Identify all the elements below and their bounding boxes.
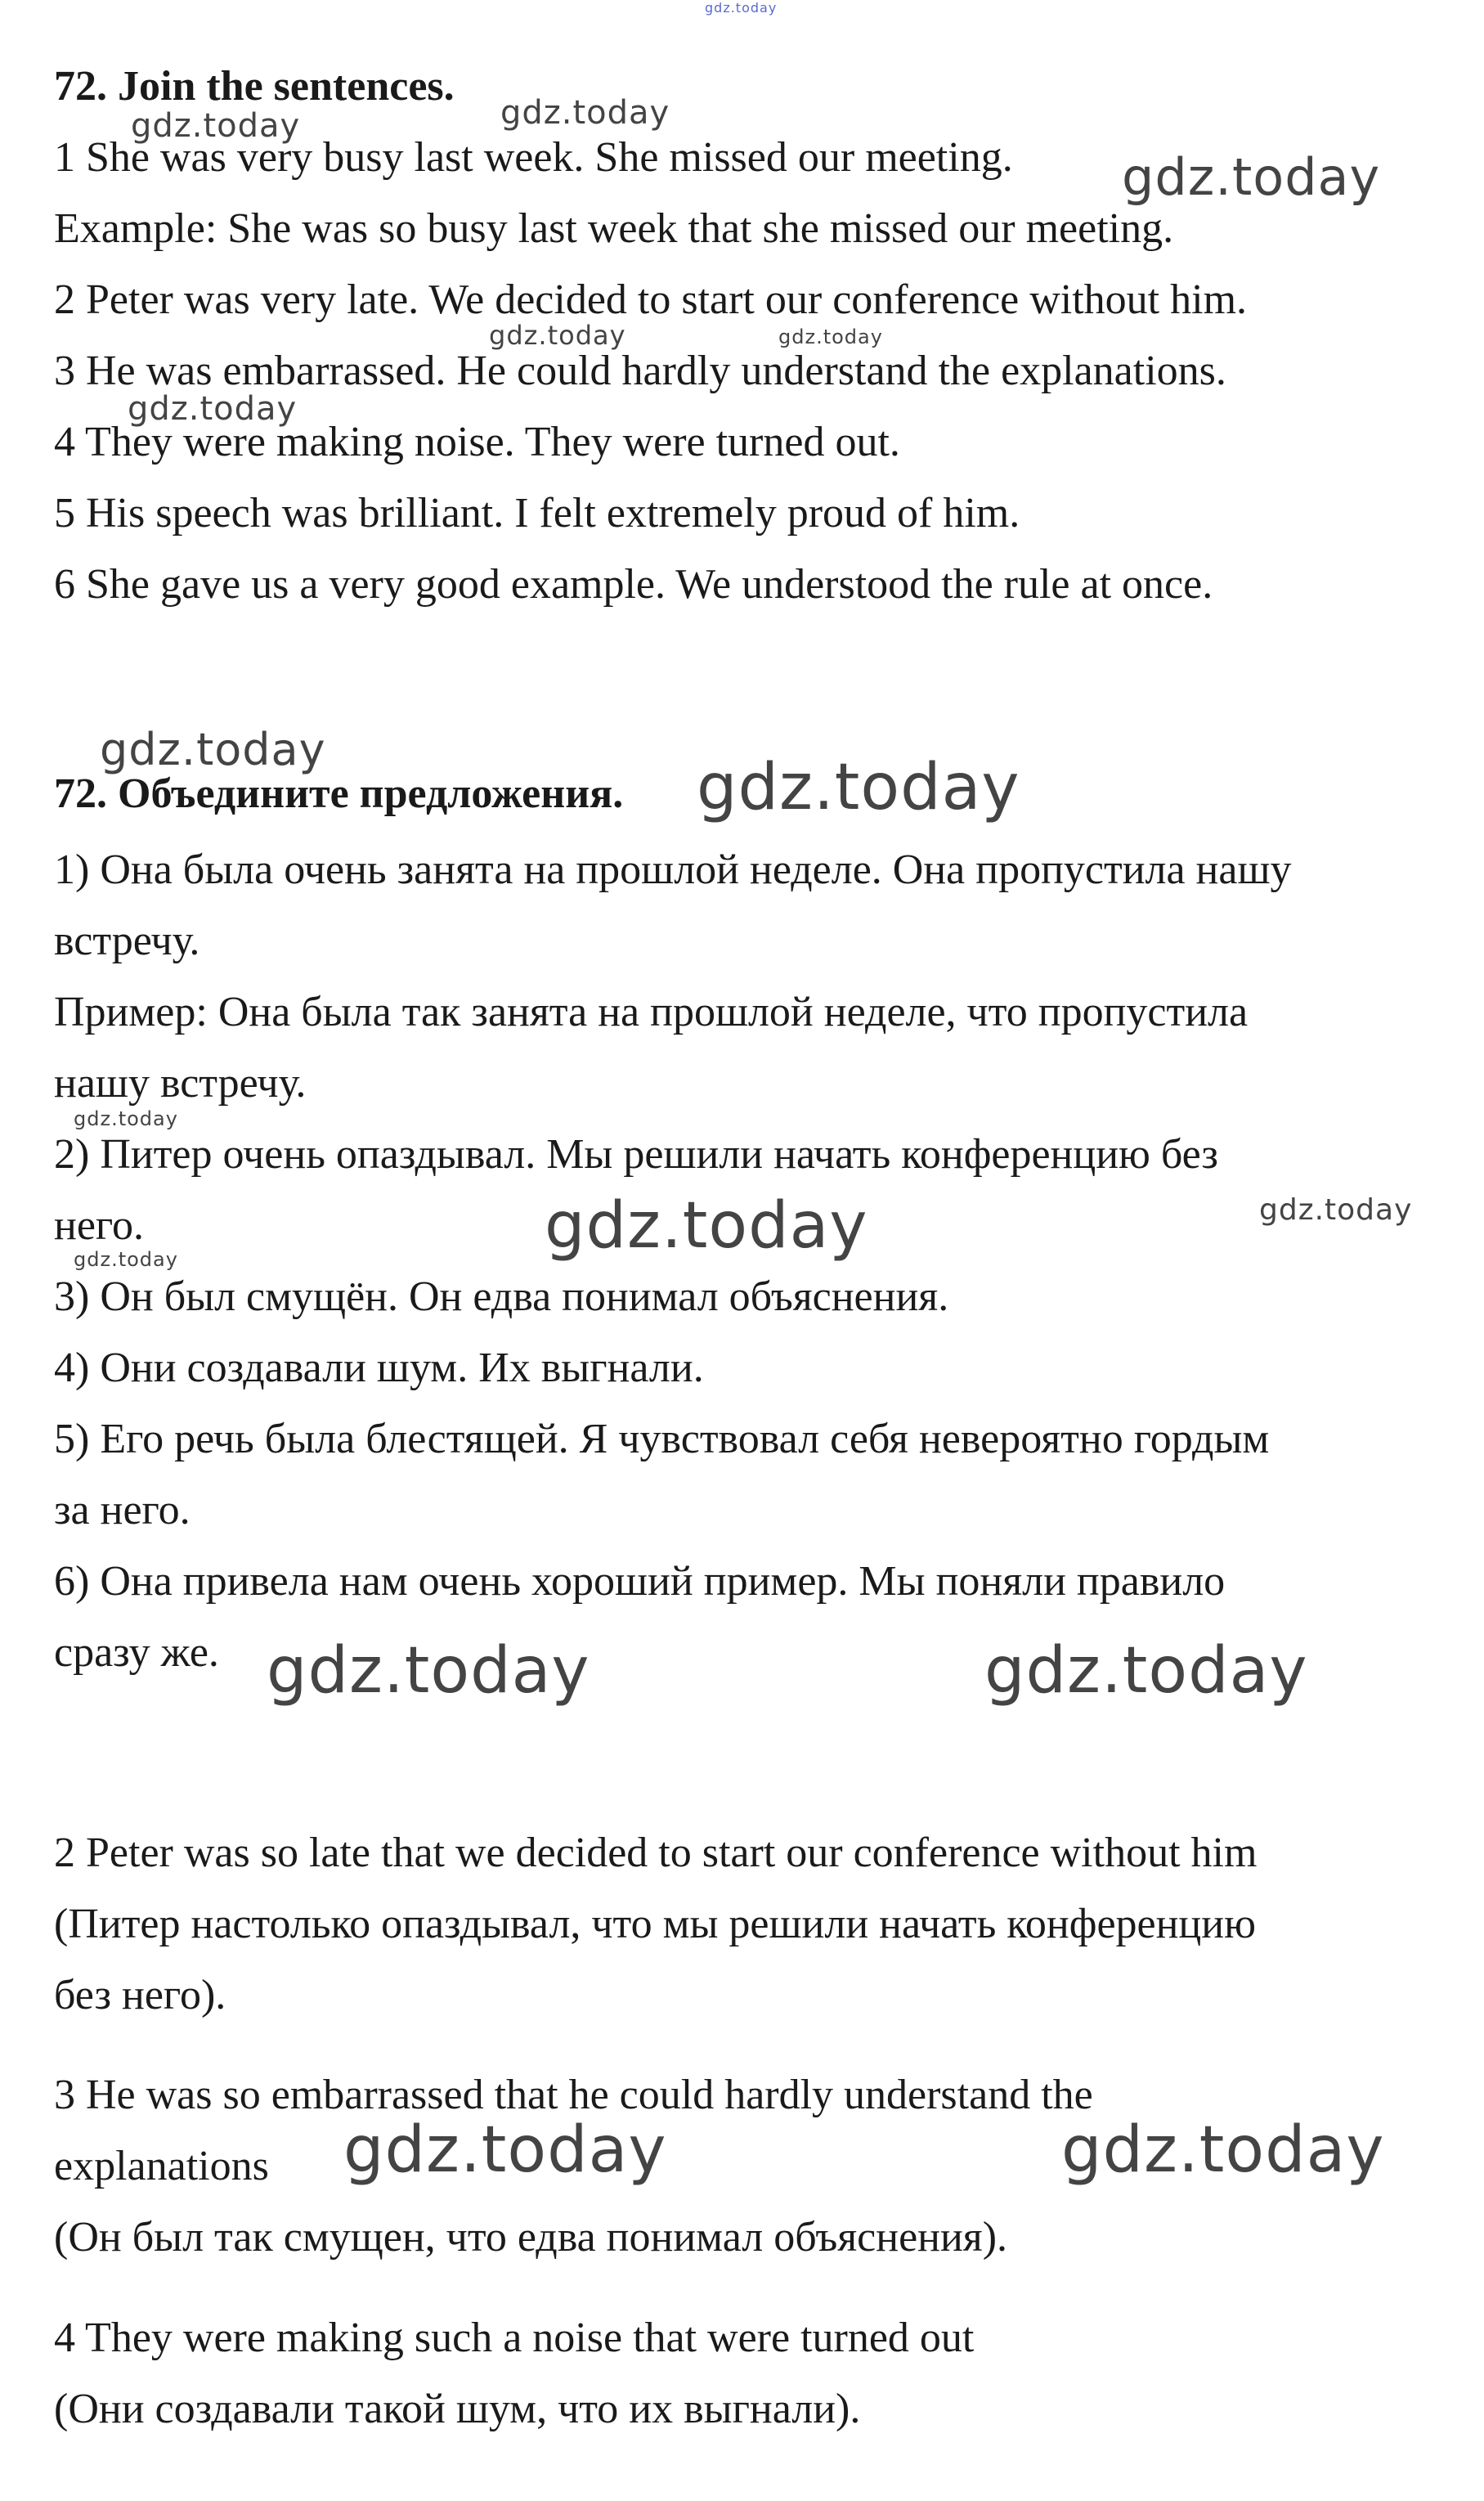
watermark: gdz.today (697, 751, 1020, 824)
watermark: gdz.today (74, 1248, 178, 1271)
answer-4-line-1: 4 They were making such a noise that were turned out (54, 2315, 975, 2361)
russian-line-5-cont: за него. (54, 1487, 191, 1533)
watermark: gdz.today (100, 724, 326, 775)
answer-2-line-1: 2 Peter was so late that we decided to start our conference without him (54, 1830, 1258, 1876)
watermark: gdz.today (1122, 147, 1381, 207)
russian-line-3: 3) Он был смущён. Он едва понимал объяснения. (54, 1273, 949, 1320)
russian-line-1-cont: встречу. (54, 918, 200, 964)
russian-example: Пример: Она была так занята на прошлой неделе, что пропустила (54, 989, 1249, 1035)
russian-line-2: 2) Питер очень опаздывал. Мы решили начать конференцию без (54, 1131, 1218, 1178)
russian-line-6: 6) Она привела нам очень хороший пример. Мы поняли правило (54, 1558, 1226, 1605)
english-line-5: 5 His speech was brilliant. I felt extremely proud of him. (54, 490, 1020, 537)
russian-line-6-cont: сразу же. (54, 1629, 219, 1676)
english-line-3: 3 He was embarrassed. He could hardly understand the explanations. (54, 348, 1226, 394)
russian-line-1: 1) Она была очень занята на прошлой неделе. Она пропустила нашу (54, 846, 1292, 893)
answer-2-line-3: без него). (54, 1972, 226, 2018)
russian-heading: 72. Объедините предложения. (54, 770, 624, 817)
english-line-4: 4 They were making noise. They were turned out. (54, 419, 900, 465)
english-line-6: 6 She gave us a very good example. We understood the rule at once. (54, 561, 1213, 608)
watermark: gdz.today (778, 326, 883, 348)
answer-3-line-2: explanations (54, 2143, 269, 2189)
watermark: gdz.today (1061, 2113, 1385, 2187)
watermark: gdz.today (1259, 1193, 1413, 1227)
watermark: gdz.today (267, 1634, 590, 1708)
english-example: Example: She was so busy last week that she missed our meeting. (54, 205, 1174, 252)
english-line-2: 2 Peter was very late. We decided to start our conference without him. (54, 276, 1248, 323)
english-line-1: 1 She was very busy last week. She missed our meeting. (54, 134, 1013, 181)
answer-3-line-1: 3 He was so embarrassed that he could hardly understand the (54, 2072, 1093, 2118)
russian-line-2-cont: него. (54, 1202, 144, 1249)
watermark: gdz.today (128, 390, 298, 428)
watermark: gdz.today (984, 1634, 1308, 1708)
english-heading: 72. Join the sentences. (54, 63, 455, 110)
watermark: gdz.today (343, 2113, 667, 2187)
watermark: gdz.today (500, 94, 670, 132)
watermark: gdz.today (74, 1107, 178, 1130)
answer-2-line-2: (Питер настолько опаздывал, что мы решили начать конференцию (54, 1901, 1256, 1947)
russian-line-4: 4) Они создавали шум. Их выгнали. (54, 1345, 704, 1391)
watermark: gdz.today (131, 107, 301, 145)
russian-example-cont: нашу встречу. (54, 1060, 307, 1107)
watermark: gdz.today (545, 1189, 868, 1263)
answer-4-line-2: (Они создавали такой шум, что их выгнали). (54, 2386, 861, 2432)
russian-line-5: 5) Его речь была блестящей. Я чувствовал себя невероятно гордым (54, 1416, 1270, 1462)
answer-3-line-3: (Он был так смущен, что едва понимал объяснения). (54, 2214, 1008, 2261)
watermark: gdz.today (489, 320, 626, 351)
watermark: gdz.today (705, 0, 778, 16)
